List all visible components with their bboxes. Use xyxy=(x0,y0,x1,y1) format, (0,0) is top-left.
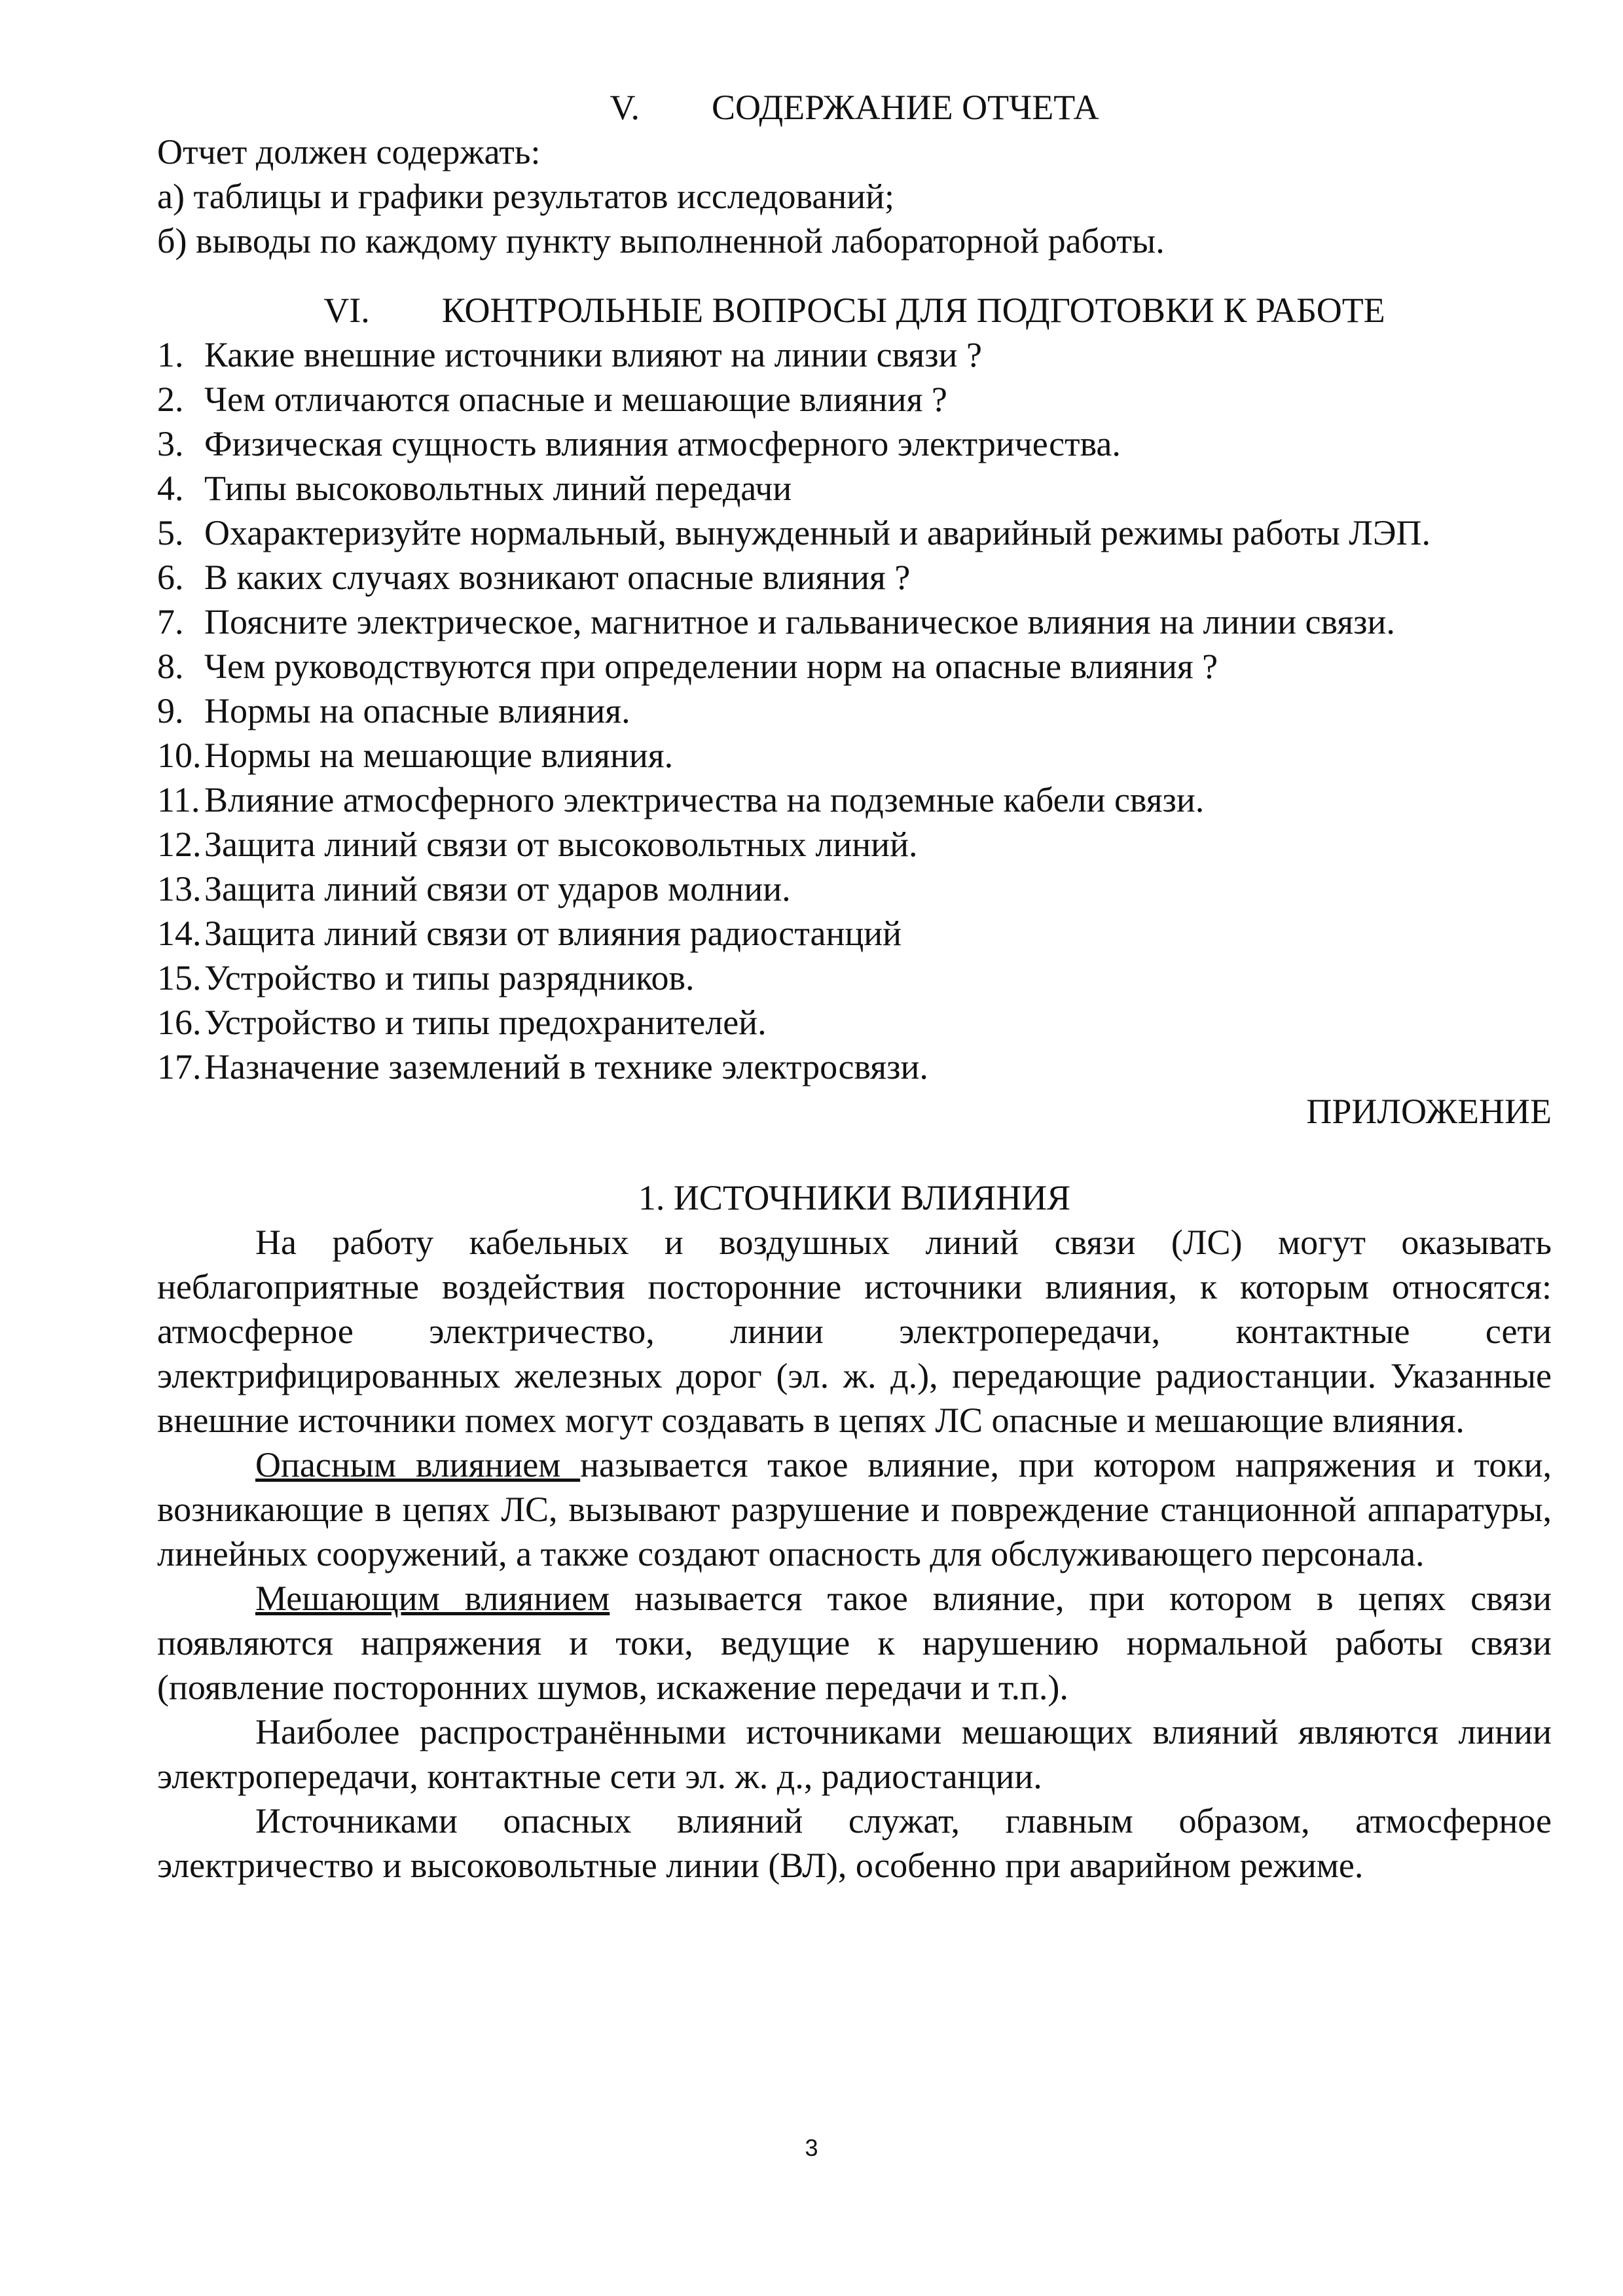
report-item-a: а) таблицы и графики результатов исследований; xyxy=(157,177,895,216)
document-page xyxy=(157,85,1552,1888)
paragraph-dangerous-influence: Опасным влиянием называется такое влияние, при котором напряжения и токи, возникающие в цепях ЛС, вызывают разрушение и повреждение станционной аппаратуры, линейных сооружений, а также создают опасность для обслуживающего персонала. xyxy=(157,1445,1552,1573)
section-heading-control-questions xyxy=(157,288,1552,332)
section-title: КОНТРОЛЬНЫЕ ВОПРОСЫ ДЛЯ ПОДГОТОВКИ К РАБОТЕ xyxy=(441,291,1385,330)
term-dangerous-influence: Опасным влиянием xyxy=(255,1445,581,1484)
questions-list xyxy=(157,332,1552,1089)
appendix-heading: 1. ИСТОЧНИКИ ВЛИЯНИЯ xyxy=(638,1178,1071,1217)
list-item: 10. Нормы на мешающие влияния. xyxy=(157,736,674,775)
section-heading-report-contents xyxy=(157,85,1552,130)
list-item: 1. Какие внешние источники влияют на линии связи ? xyxy=(157,335,982,374)
paragraph-interference-sources: Наиболее распространёнными источниками мешающих влияний являются линии электропередачи, контактные сети эл. ж. д., радиостанции. xyxy=(157,1712,1552,1796)
appendix-label: ПРИЛОЖЕНИЕ xyxy=(1306,1092,1552,1131)
list-item: 14. Защита линий связи от влияния радиостанций xyxy=(157,914,902,953)
paragraph-interfering-influence: Мешающим влиянием называется такое влияние, при котором в цепях связи появляются напряжения и токи, ведущие к нарушению нормальной работы связи (появление посторонних шумов, искажение передачи и т.п.). xyxy=(157,1579,1552,1707)
list-item: 9. Нормы на опасные влияния. xyxy=(157,691,630,730)
section-title: СОДЕРЖАНИЕ ОТЧЕТА xyxy=(712,88,1099,127)
list-item: 17. Назначение заземлений в технике электросвязи. xyxy=(157,1047,928,1086)
list-item: 13. Защита линий связи от ударов молнии. xyxy=(157,869,791,908)
list-item: 4. Типы высоковольтных линий передачи xyxy=(157,469,792,508)
section-number: V. xyxy=(610,88,640,127)
term-interfering-influence: Мешающим влиянием xyxy=(255,1579,610,1618)
list-item: 12. Защита линий связи от высоковольтных линий. xyxy=(157,825,918,864)
list-item: 2. Чем отличаются опасные и мешающие влияния ? xyxy=(157,380,947,419)
paragraph-danger-sources: Источниками опасных влияний служат, главным образом, атмосферное электричество и высоковольтные линии (ВЛ), особенно при аварийном режиме. xyxy=(157,1801,1552,1885)
list-item: 11. Влияние атмосферного электричества на подземные кабели связи. xyxy=(157,780,1205,819)
report-item-b: б) выводы по каждому пункту выполненной лабораторной работы. xyxy=(157,221,1165,260)
page-number: 3 xyxy=(805,2134,818,2161)
paragraph-sources: На работу кабельных и воздушных линий связи (ЛС) могут оказывать неблагоприятные воздействия посторонние источники влияния, к которым относятся: атмосферное электричество, линии электропередачи, контактные сети электрифицированных железных дорог (эл. ж. д.), передающие радиостанции. Указанные внешние источники помех могут создавать в цепях ЛС опасные и мешающие влияния. xyxy=(157,1223,1552,1440)
report-intro: Отчет должен содержать: xyxy=(157,132,541,171)
section-number: VI. xyxy=(323,291,370,330)
list-item: 6. В каких случаях возникают опасные влияния ? xyxy=(157,558,911,597)
list-item: 15. Устройство и типы разрядников. xyxy=(157,958,695,997)
list-item: 8. Чем руководствуются при определении норм на опасные влияния ? xyxy=(157,647,1218,686)
list-item: 5. Охарактеризуйте нормальный, вынужденный и аварийный режимы работы ЛЭП. xyxy=(157,513,1431,552)
list-item: 7. Поясните электрическое, магнитное и гальваническое влияния на линии связи. xyxy=(157,602,1395,641)
list-item: 3. Физическая сущность влияния атмосферного электричества. xyxy=(157,424,1121,463)
list-item: 16. Устройство и типы предохранителей. xyxy=(157,1003,767,1042)
